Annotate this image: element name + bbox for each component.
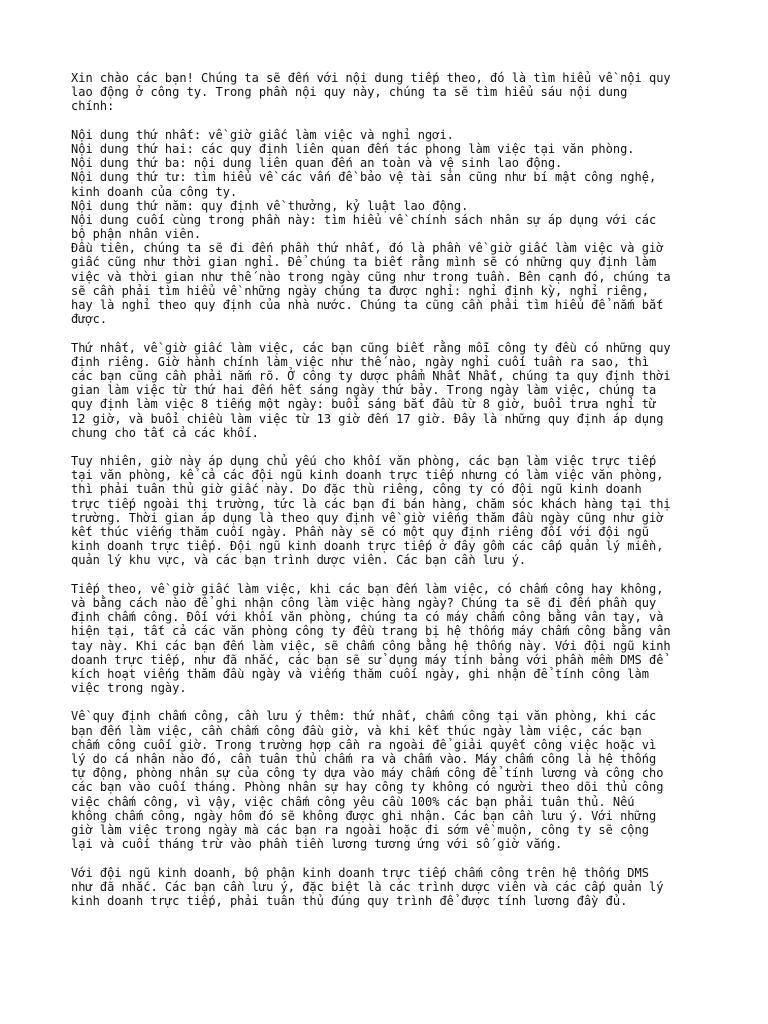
text-line: như đã nhắc. Các bạn cần lưu ý, đặc biệt là các trình dược viên và các cấp quản lý	[71, 879, 664, 894]
text-line: định chấm công. Đối với khối văn phòng, chúng ta có máy chấm công bằng vân tay, và	[71, 610, 664, 625]
text-line: việc trong ngày.	[71, 681, 187, 696]
text-line: việc chấm công, vì vậy, việc chấm công yêu cầu 100% các bạn phải tuân thủ. Nếu	[71, 794, 635, 809]
text-line: các bạn cũng cần phải nắm rõ. Ở công ty dược phẩm Nhất Nhất, chúng ta quy định thời	[71, 368, 671, 383]
paragraph	[71, 341, 711, 440]
text-line: Về quy định chấm công, cần lưu ý thêm: thứ nhất, chấm công tại văn phòng, khi các	[71, 709, 657, 724]
text-line: Tiếp theo, về giờ giấc làm việc, khi các bạn đến làm việc, có chấm công hay không,	[71, 581, 664, 596]
text-line: giờ làm việc trong ngày mà các bạn ra ngoài hoặc đi sớm về muộn, công ty sẽ cộng	[71, 822, 649, 837]
text-line: trường. Thời gian áp dụng là theo quy định về giờ viếng thăm đầu ngày cũng như giờ	[71, 510, 664, 525]
text-line: Nội dung thứ năm: quy định về thưởng, kỷ luật lao động.	[71, 198, 469, 213]
text-line: không chấm công, ngày hôm đó sẽ không được ghi nhận. Các bạn cần lưu ý. Với những	[71, 808, 657, 823]
text-line: Nội dung thứ tư: tìm hiểu về các vấn đề bảo vệ tài sản cũng như bí mật công nghệ,	[71, 170, 657, 185]
text-line: Tuy nhiên, giờ này áp dụng chủ yếu cho khối văn phòng, các bạn làm việc trực tiếp	[71, 454, 657, 469]
text-line: lý do cá nhân nào đó, cần tuân thủ chấm ra và chấm vào. Máy chấm công là hệ thống	[71, 752, 657, 766]
paragraph	[71, 866, 711, 909]
text-line: Với đội ngũ kinh doanh, bộ phận kinh doanh trực tiếp chấm công trên hệ thống DMS	[71, 865, 649, 880]
text-line: Đầu tiên, chúng ta sẽ đi đến phần thứ nhất, đó là phần về giờ giấc làm việc và giờ	[71, 241, 664, 256]
text-line: giấc cũng như thời gian nghỉ. Để chúng ta biết rằng mình sẽ có những quy định làm	[71, 255, 657, 270]
text-line: Nội dung thứ nhất: về giờ giấc làm việc và nghỉ ngơi.	[71, 127, 454, 142]
text-line: hay là nghỉ theo quy định của nhà nước. Chúng ta cũng cần phải tìm hiểu để nắm bắt	[71, 298, 664, 312]
text-line: bộ phận nhân viên.	[71, 227, 202, 242]
text-line: Thứ nhất, về giờ giấc làm việc, các bạn cũng biết rằng mỗi công ty đều có những quy	[71, 340, 671, 355]
text-line: quy định làm việc 8 tiếng một ngày: buổi sáng bắt đầu từ 8 giờ, buổi trưa nghỉ từ	[71, 397, 657, 412]
paragraph	[71, 128, 711, 327]
text-line: kinh doanh của công ty.	[71, 184, 238, 199]
text-line: định riêng. Giờ hành chính làm việc như thế nào, ngày nghỉ cuối tuần ra sao, thì	[71, 354, 649, 369]
text-line: quản lý khu vực, và các bạn trình dược viên. Các bạn cần lưu ý.	[71, 553, 527, 568]
text-line: tự động, phòng nhân sự của công ty dựa vào máy chấm công để tính lương và công cho	[71, 766, 664, 781]
text-line: việc và thời gian như thế nào trong ngày cũng như trong tuần. Bên cạnh đó, chúng ta	[71, 269, 671, 284]
text-line: các bạn vào cuối tháng. Phòng nhân sự hay công ty không có người theo dõi thủ công	[71, 780, 664, 795]
text-line: trực tiếp ngoài thị trường, tức là các bạn đi bán hàng, chăm sóc khách hàng tại thị	[71, 496, 671, 511]
text-line: kích hoạt viếng thăm đầu ngày và viếng thăm cuối ngày, ghi nhận để tính công làm	[71, 666, 649, 681]
text-line: lao động ở công ty. Trong phần nội quy này, chúng ta sẽ tìm hiểu sáu nội dung	[71, 85, 628, 100]
text-line: chính:	[71, 99, 115, 114]
text-line: lại và cuối tháng trừ vào phần tiền lương tương ứng với số giờ vắng.	[71, 837, 563, 852]
text-line: Xin chào các bạn! Chúng ta sẽ đến với nội dung tiếp theo, đó là tìm hiểu về nội quy	[71, 71, 671, 85]
text-line: tại văn phòng, kể cả các đội ngũ kinh doanh trực tiếp nhưng có làm việc văn phòng,	[71, 468, 664, 483]
paragraph	[71, 709, 711, 851]
text-line: kinh doanh trực tiếp, phải tuân thủ đúng quy trình để được tính lương đầy đủ.	[71, 893, 628, 908]
text-line: và bằng cách nào để ghi nhận công làm việc hàng ngày? Chúng ta sẽ đi đến phần quy	[71, 595, 657, 610]
text-line: kết thúc viếng thăm cuối ngày. Phần này sẽ có một quy định riêng đối với đội ngũ	[71, 525, 649, 539]
paragraph	[71, 71, 711, 114]
text-line: Nội dung thứ ba: nội dung liên quan đến an toàn và vệ sinh lao động.	[71, 156, 563, 171]
text-line: sẽ cần phải tìm hiểu về những ngày chúng ta được nghỉ: nghỉ định kỳ, nghỉ riêng,	[71, 283, 649, 298]
paragraph	[71, 454, 711, 568]
text-line: hiện tại, tất cả các văn phòng công ty đều trang bị hệ thống máy chấm công bằng vân	[71, 624, 671, 639]
text-line: tay này. Khi các bạn đến làm việc, sẽ chấm công bằng hệ thống này. Với đội ngũ kinh	[71, 638, 671, 653]
text-line: được.	[71, 312, 108, 327]
text-line: gian làm việc từ thứ hai đến hết sáng ngày thứ bảy. Trong ngày làm việc, chúng ta	[71, 383, 657, 398]
text-line: bạn đến làm việc, cần chấm công đầu giờ, và khi kết thúc ngày làm việc, các bạn	[71, 723, 642, 738]
text-line: Nội dung thứ hai: các quy định liên quan đến tác phong làm việc tại văn phòng.	[71, 141, 635, 156]
text-line: kinh doanh trực tiếp. Đội ngũ kinh doanh trực tiếp ở đây gồm các cấp quản lý miền,	[71, 539, 664, 554]
text-line: chung cho tất cả các khối.	[71, 425, 259, 440]
text-line: Nội dung cuối cùng trong phần này: tìm hiểu về chính sách nhân sự áp dụng với các	[71, 212, 657, 227]
text-line: chấm công cuối giờ. Trong trường hợp cần ra ngoài để giải quyết công việc hoặc vì	[71, 737, 657, 752]
text-line: thì phải tuân thủ giờ giấc này. Do đặc thù riêng, công ty có đội ngũ kinh doanh	[71, 482, 642, 497]
text-line: doanh trực tiếp, như đã nhắc, các bạn sẽ sử dụng máy tính bảng với phần mềm DMS để	[71, 652, 664, 667]
document-page	[71, 71, 711, 922]
text-line: 12 giờ, và buổi chiều làm việc từ 13 giờ đến 17 giờ. Đây là những quy định áp dụng	[71, 411, 664, 426]
paragraph	[71, 582, 711, 696]
